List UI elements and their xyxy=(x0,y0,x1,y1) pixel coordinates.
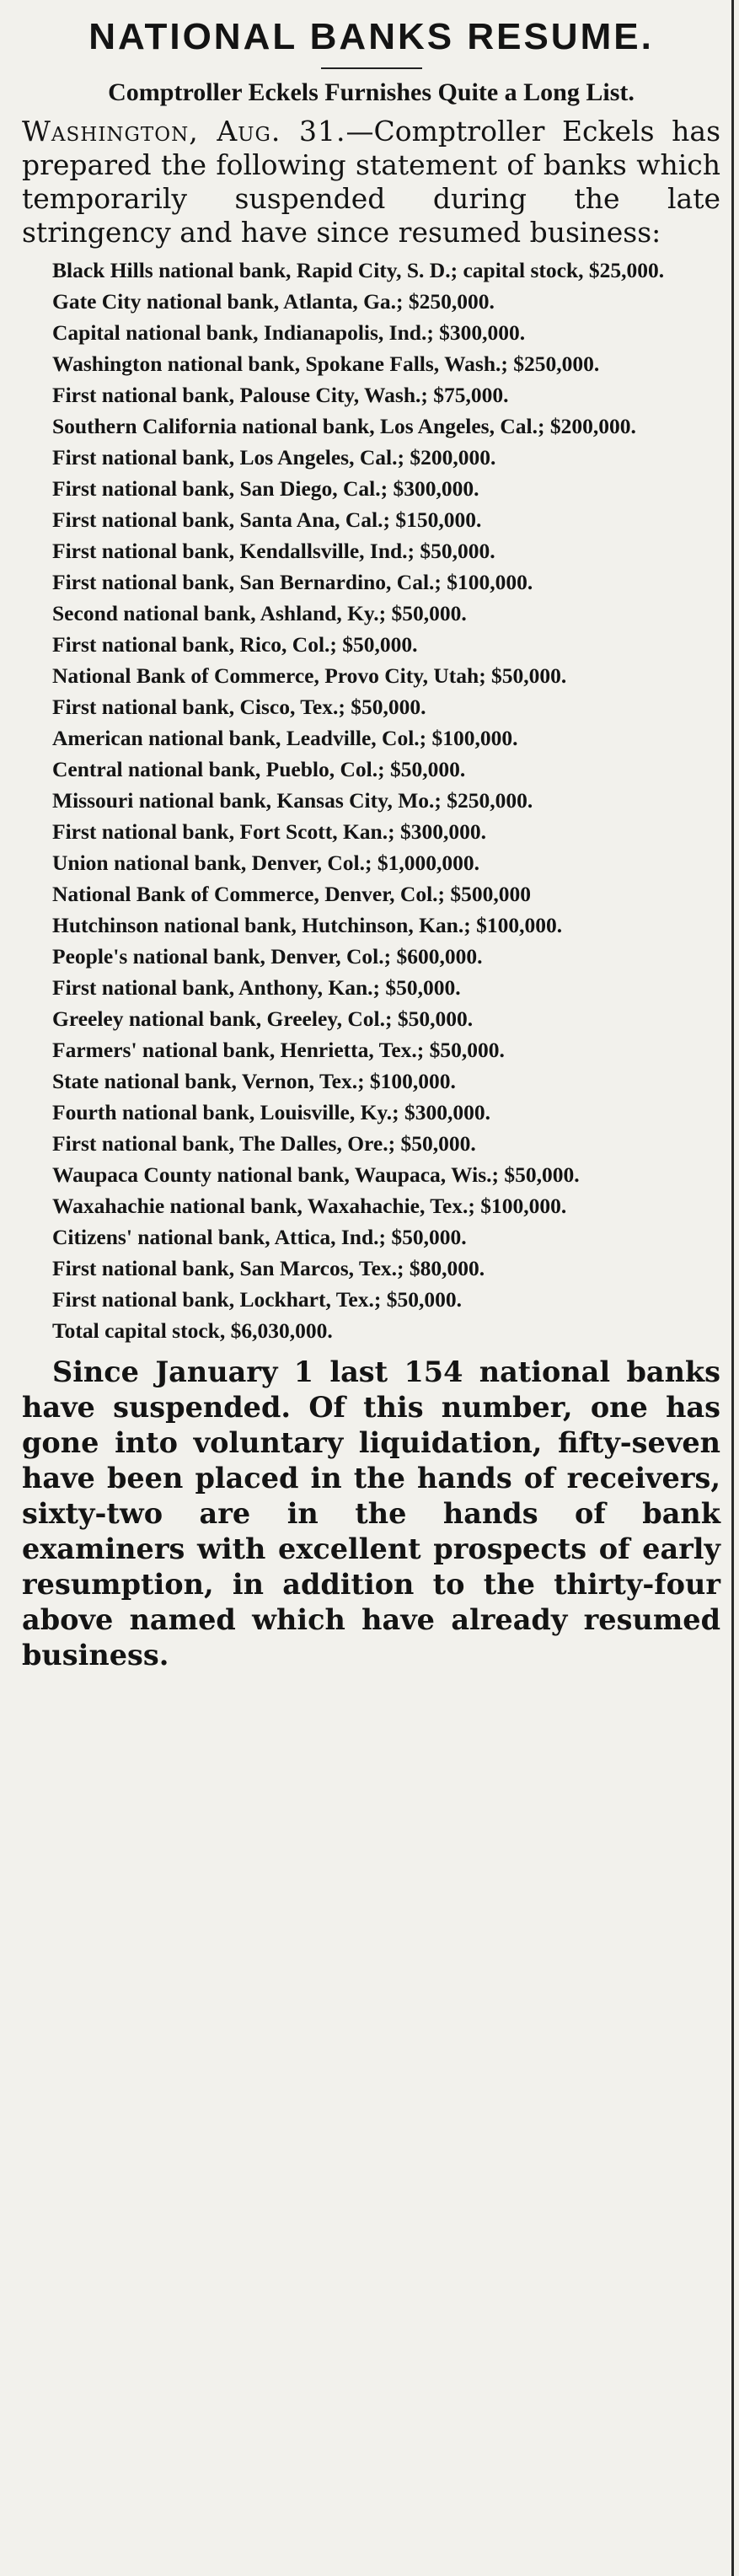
bank-entry: First national bank, Lockhart, Tex.; $50,000. xyxy=(52,1287,462,1312)
bank-list xyxy=(22,255,720,1346)
bank-entry: First national bank, Santa Ana, Cal.; $150,000. xyxy=(52,507,482,532)
bank-entry: National Bank of Commerce, Denver, Col.; $500,000 xyxy=(52,882,532,906)
bank-entry: Washington national bank, Spokane Falls, Wash.; $250,000. xyxy=(52,352,600,376)
bank-entry: Southern California national bank, Los Angeles, Cal.; $200,000. xyxy=(52,414,636,438)
bank-entry: First national bank, San Bernardino, Cal.; $100,000. xyxy=(52,570,533,594)
dateline: Washington, Aug. 31. xyxy=(22,115,346,148)
closing-paragraph: Since January 1 last 154 national banks have suspended. Of this number, one has gone into voluntary liquidation, fifty-seven have been placed in the hands of receivers, sixty-two are in the hands of bank examiners with excellent prospects of early resumption, in addition to the thirty-four above named which have already resumed business. xyxy=(22,1355,720,1672)
bank-entry: First national bank, Fort Scott, Kan.; $300,000. xyxy=(52,819,486,844)
bank-entry: Waxahachie national bank, Waxahachie, Tex.; $100,000. xyxy=(52,1194,567,1218)
lead-text: —Comptroller Eckels has prepared the following statement of banks which temporarily suspended during the late stringency and have since resumed business: xyxy=(22,115,720,249)
bank-entry: American national bank, Leadville, Col.; $100,000. xyxy=(52,726,518,750)
bank-entry: Central national bank, Pueblo, Col.; $50,000. xyxy=(52,757,466,781)
bank-entry: Gate City national bank, Atlanta, Ga.; $250,000. xyxy=(52,289,495,314)
bank-entry: First national bank, San Diego, Cal.; $300,000. xyxy=(52,476,479,501)
bank-entry: State national bank, Vernon, Tex.; $100,000. xyxy=(52,1069,456,1093)
bank-entry: Missouri national bank, Kansas City, Mo.; $250,000. xyxy=(52,788,533,813)
bank-entry: First national bank, Cisco, Tex.; $50,000. xyxy=(52,695,426,719)
headline: NATIONAL BANKS RESUME. xyxy=(88,16,654,57)
subhead: Comptroller Eckels Furnishes Quite a Long List. xyxy=(108,78,635,106)
total-capital-stock: Total capital stock, $6,030,000. xyxy=(52,1318,333,1343)
bank-entry: First national bank, Rico, Col.; $50,000. xyxy=(52,632,418,657)
lead-paragraph xyxy=(22,115,720,250)
bank-entry: Citizens' national bank, Attica, Ind.; $50,000. xyxy=(52,1225,467,1249)
bank-entry: Hutchinson national bank, Hutchinson, Kan.; $100,000. xyxy=(52,913,563,937)
column-rule xyxy=(731,0,734,2576)
bank-entry: Waupaca County national bank, Waupaca, Wis.; $50,000. xyxy=(52,1162,580,1187)
headline-divider xyxy=(321,67,422,69)
bank-entry: Second national bank, Ashland, Ky.; $50,000. xyxy=(52,601,467,625)
bank-entry: First national bank, Anthony, Kan.; $50,000. xyxy=(52,975,461,1000)
bank-entry: First national bank, Los Angeles, Cal.; $200,000. xyxy=(52,445,496,470)
bank-entry: Capital national bank, Indianapolis, Ind.; $300,000. xyxy=(52,320,526,345)
bank-entry: First national bank, Kendallsville, Ind.; $50,000. xyxy=(52,539,495,563)
bank-entry: Black Hills national bank, Rapid City, S. D.; capital stock, $25,000. xyxy=(52,258,665,282)
bank-entry: Union national bank, Denver, Col.; $1,000,000. xyxy=(52,851,480,875)
bank-entry: National Bank of Commerce, Provo City, Utah; $50,000. xyxy=(52,663,567,688)
bank-entry: Greeley national bank, Greeley, Col.; $50,000. xyxy=(52,1006,474,1031)
bank-entry: First national bank, San Marcos, Tex.; $80,000. xyxy=(52,1256,485,1280)
bank-entry: Fourth national bank, Louisville, Ky.; $300,000. xyxy=(52,1100,491,1124)
bank-entry: People's national bank, Denver, Col.; $600,000. xyxy=(52,944,483,969)
bank-entry: First national bank, The Dalles, Ore.; $50,000. xyxy=(52,1131,476,1156)
bank-entry: Farmers' national bank, Henrietta, Tex.; $50,000. xyxy=(52,1038,505,1062)
bank-entry: First national bank, Palouse City, Wash.; $75,000. xyxy=(52,383,509,407)
